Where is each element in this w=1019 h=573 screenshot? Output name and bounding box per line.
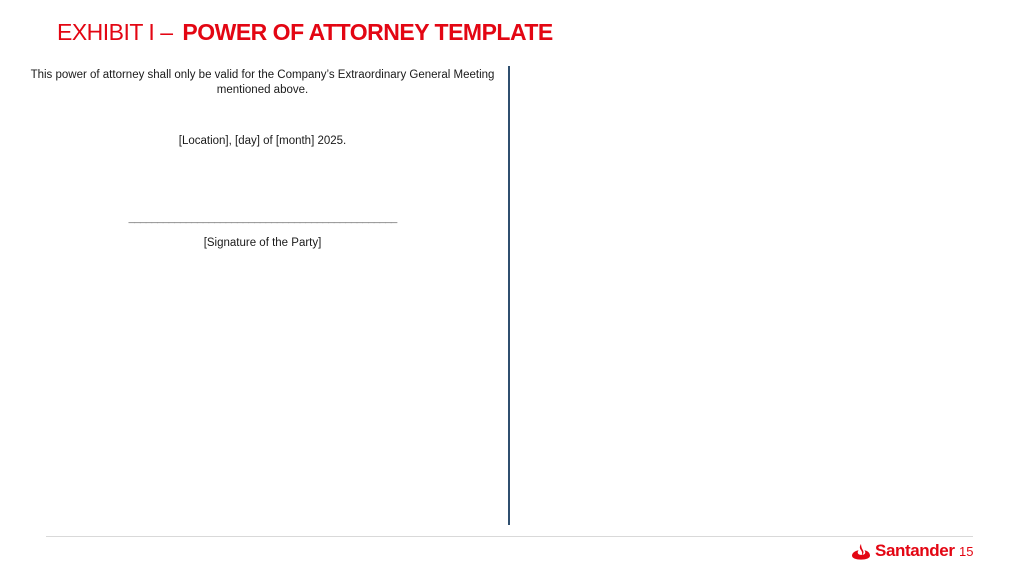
title-separator: – (154, 19, 173, 45)
footer-divider (46, 536, 973, 537)
brand-logo (850, 539, 955, 563)
validity-paragraph: This power of attorney shall only be valid for the Company’s Extraordinary General Meeting mentioned above. (30, 69, 495, 96)
santander-flame-icon (850, 542, 875, 560)
signature-label: [Signature of the Party] (203, 237, 322, 249)
title-main: POWER OF ATTORNEY TEMPLATE (182, 19, 553, 45)
column-divider (508, 66, 510, 525)
title-prefix: EXHIBIT I (57, 19, 155, 45)
page-title (57, 18, 553, 46)
signature-line: _______________________________________________ (128, 214, 397, 226)
brand-name: Santander (875, 541, 955, 560)
page-number: 15 (959, 544, 974, 559)
date-line: [Location], [day] of [month] 2025. (178, 135, 347, 147)
